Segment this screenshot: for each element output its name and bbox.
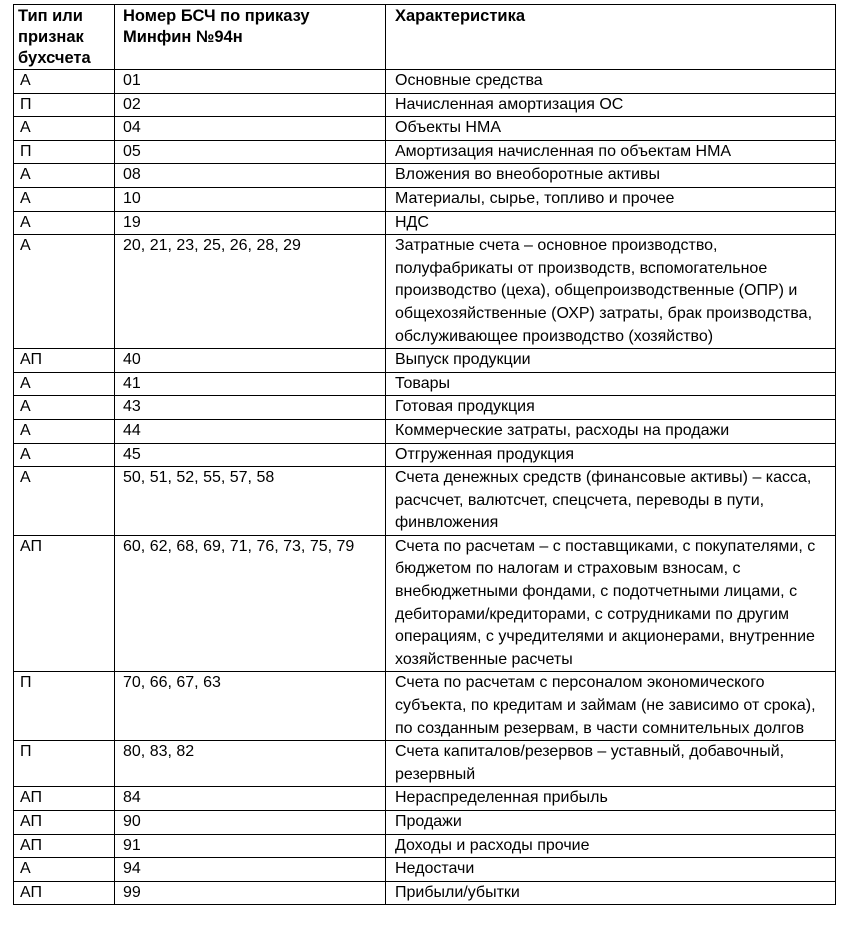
cell-description: Счета по расчетам с персоналом экономического субъекта, по кредитам и займам (не зависимо от срока), по созданным резервам, в части сомнительных долгов [386,672,836,741]
table-row [14,467,836,536]
table-body [14,70,836,905]
cell-account-number: 43 [115,396,386,420]
cell-account-number: 02 [115,93,386,117]
cell-type: А [14,372,115,396]
cell-account-number: 50, 51, 52, 55, 57, 58 [115,467,386,536]
cell-account-number: 01 [115,70,386,94]
table-row [14,235,836,349]
cell-account-number: 45 [115,443,386,467]
cell-type: АП [14,811,115,835]
cell-type: А [14,467,115,536]
cell-description: Прибыли/убытки [386,881,836,905]
cell-type: А [14,235,115,349]
cell-account-number: 44 [115,419,386,443]
cell-type: А [14,396,115,420]
header-description: Характеристика [386,5,836,70]
cell-type: АП [14,787,115,811]
cell-account-number: 20, 21, 23, 25, 26, 28, 29 [115,235,386,349]
cell-account-number: 41 [115,372,386,396]
cell-description: Счета денежных средств (финансовые активы) – касса, расчсчет, валютсчет, спецсчета, переводы в пути, финвложения [386,467,836,536]
cell-description: Счета капиталов/резервов – уставный, добавочный, резервный [386,741,836,787]
cell-account-number: 70, 66, 67, 63 [115,672,386,741]
cell-description: Счета по расчетам – с поставщиками, с покупателями, с бюджетом по налогам и страховым взносам, с внебюджетными фондами, с подотчетными лицами, с дебиторами/кредиторами, с сотрудниками по другим операциям, с учредителями и акционерами, внутренние хозяйственные расчеты [386,535,836,672]
cell-account-number: 40 [115,349,386,373]
table-row [14,140,836,164]
table-row [14,187,836,211]
cell-account-number: 91 [115,834,386,858]
table-row [14,70,836,94]
cell-description: Объекты НМА [386,117,836,141]
cell-account-number: 08 [115,164,386,188]
header-account-number: Номер БСЧ по приказу Минфин №94н [115,5,386,70]
cell-description: Коммерческие затраты, расходы на продажи [386,419,836,443]
table-row [14,858,836,882]
cell-description: Готовая продукция [386,396,836,420]
cell-type: А [14,187,115,211]
table-row [14,834,836,858]
cell-description: Недостачи [386,858,836,882]
cell-type: П [14,741,115,787]
table-row [14,372,836,396]
cell-description: Выпуск продукции [386,349,836,373]
table-row [14,349,836,373]
table-row [14,211,836,235]
cell-account-number: 99 [115,881,386,905]
cell-description: Вложения во внеоборотные активы [386,164,836,188]
header-type: Тип или признак бухсчета [14,5,115,70]
cell-description: Отгруженная продукция [386,443,836,467]
table-row [14,672,836,741]
cell-description: Доходы и расходы прочие [386,834,836,858]
cell-description: Основные средства [386,70,836,94]
cell-account-number: 04 [115,117,386,141]
cell-account-number: 05 [115,140,386,164]
table-row [14,741,836,787]
cell-description: Затратные счета – основное производство, полуфабрикаты от производств, вспомогательное производство (цеха), общепроизводственные (ОПР) и общехозяйственные (ОХР) затраты, брак производства, обслуживающее производство (хозяйство) [386,235,836,349]
table-row [14,787,836,811]
table-row [14,811,836,835]
cell-description: Начисленная амортизация ОС [386,93,836,117]
cell-description: Материалы, сырье, топливо и прочее [386,187,836,211]
accounts-table [13,4,836,905]
table-row [14,535,836,672]
table-row [14,419,836,443]
cell-description: Амортизация начисленная по объектам НМА [386,140,836,164]
cell-account-number: 90 [115,811,386,835]
cell-type: АП [14,535,115,672]
table-header-row [14,5,836,70]
cell-type: А [14,117,115,141]
cell-type: А [14,419,115,443]
cell-type: П [14,140,115,164]
cell-type: П [14,93,115,117]
cell-description: Товары [386,372,836,396]
cell-account-number: 84 [115,787,386,811]
cell-type: А [14,70,115,94]
cell-account-number: 94 [115,858,386,882]
cell-type: АП [14,881,115,905]
cell-account-number: 10 [115,187,386,211]
table-row [14,117,836,141]
table-row [14,396,836,420]
cell-type: АП [14,349,115,373]
cell-type: АП [14,834,115,858]
cell-type: А [14,164,115,188]
cell-description: Продажи [386,811,836,835]
cell-description: НДС [386,211,836,235]
table-row [14,93,836,117]
cell-description: Нераспределенная прибыль [386,787,836,811]
cell-account-number: 80, 83, 82 [115,741,386,787]
cell-type: А [14,443,115,467]
cell-account-number: 60, 62, 68, 69, 71, 76, 73, 75, 79 [115,535,386,672]
table-row [14,164,836,188]
table-row [14,881,836,905]
cell-type: А [14,211,115,235]
table-row [14,443,836,467]
cell-type: П [14,672,115,741]
cell-account-number: 19 [115,211,386,235]
cell-type: А [14,858,115,882]
